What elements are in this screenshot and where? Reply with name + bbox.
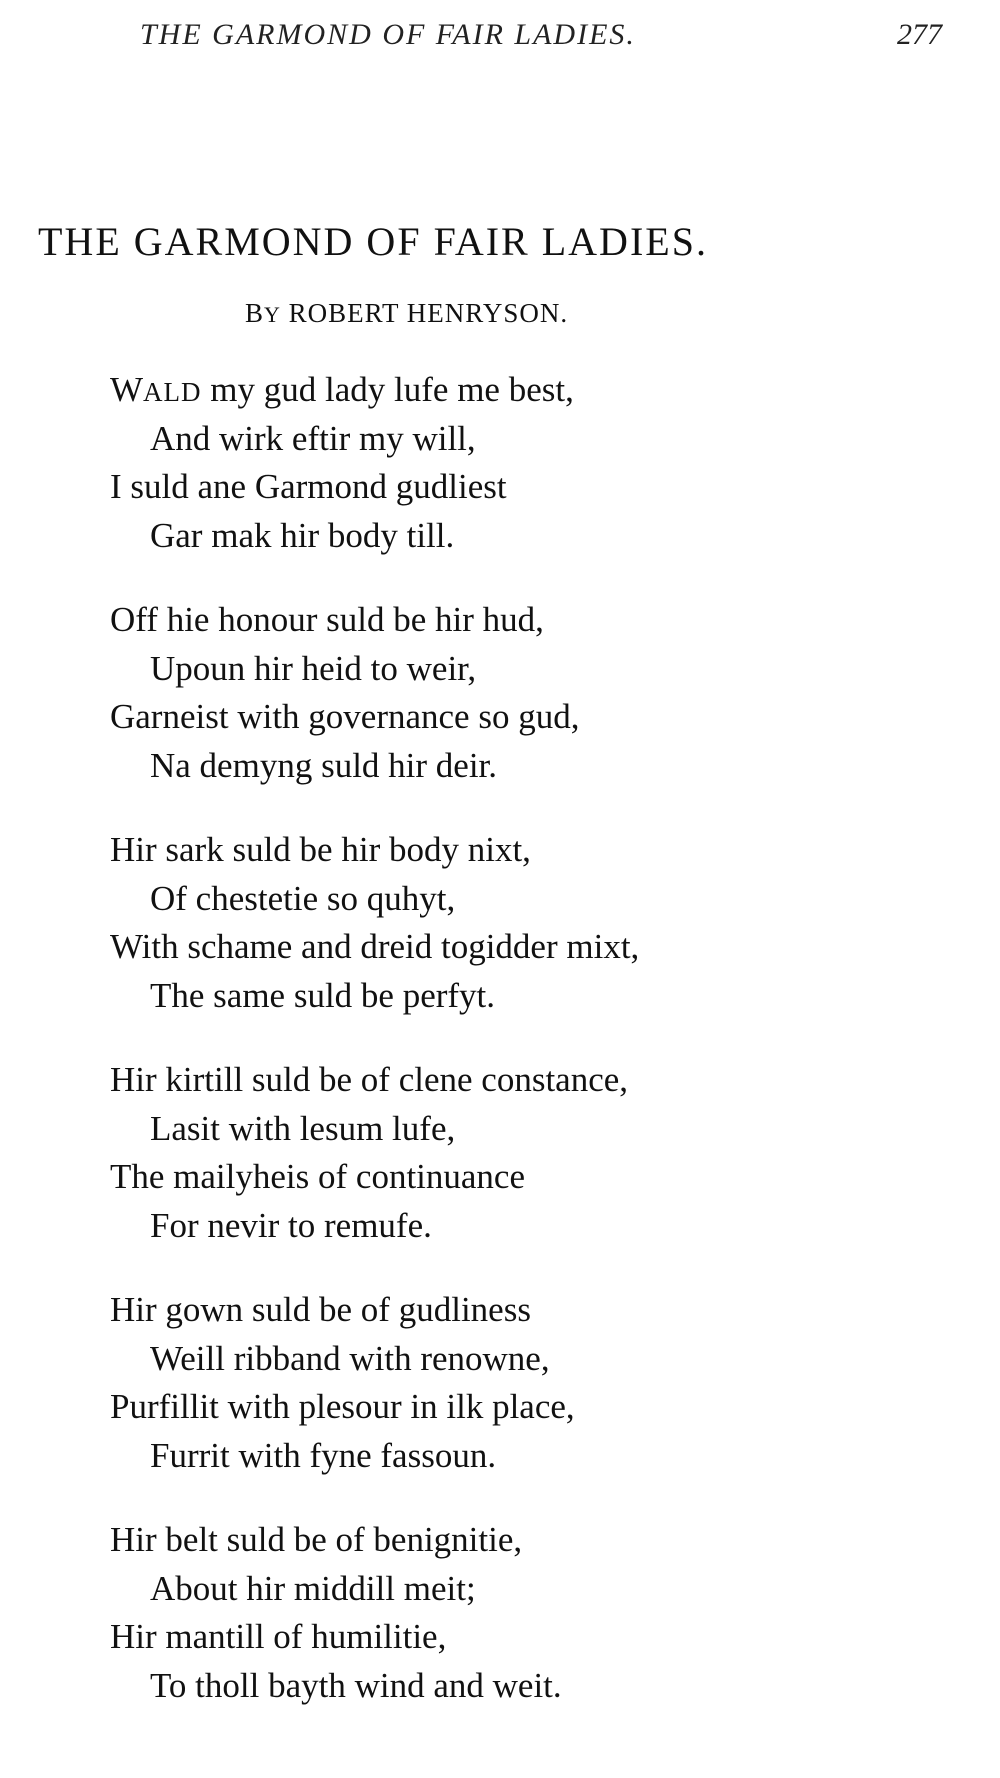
stanza-1-line-1 (110, 366, 970, 415)
stanza-5 (110, 1286, 970, 1480)
stanza-4-line-3: The mailyheis of continuance (110, 1157, 525, 1196)
poem-body (110, 366, 970, 1746)
stanza-1-line-4: Gar mak hir body till. (150, 515, 455, 555)
stanza-2-line-2: Upoun hir heid to weir, (150, 648, 477, 688)
stanza-6-line-2: About hir middill meit; (150, 1568, 476, 1608)
stanza-6 (110, 1516, 970, 1710)
first-word-rest: ALD (143, 377, 202, 407)
stanza-3 (110, 826, 970, 1020)
stanza-4 (110, 1056, 970, 1250)
stanza-1-line-3: I suld ane Garmond gudliest (110, 467, 507, 506)
running-head: THE GARMOND OF FAIR LADIES. (140, 18, 636, 51)
page-number: 277 (897, 18, 942, 51)
stanza-4-line-4: For nevir to remufe. (150, 1205, 432, 1245)
stanza-3-line-4: The same suld be perfyt. (150, 975, 496, 1015)
stanza-3-line-3: With schame and dreid togidder mixt, (110, 927, 640, 966)
stanza-6-line-4: To tholl bayth wind and weit. (150, 1665, 562, 1705)
stanza-3-line-1: Hir sark suld be hir body nixt, (110, 830, 531, 869)
stanza-5-line-2: Weill ribband with renowne, (150, 1338, 550, 1378)
stanza-2-line-1: Off hie honour suld be hir hud, (110, 600, 544, 639)
byline-by-rest: Y (264, 302, 281, 327)
byline (245, 298, 568, 329)
stanza-5-line-4: Furrit with fyne fassoun. (150, 1435, 497, 1475)
stanza-4-line-1: Hir kirtill suld be of clene constance, (110, 1060, 629, 1099)
stanza-3-line-2: Of chestetie so quhyt, (150, 878, 456, 918)
stanza-6-line-3: Hir mantill of humilitie, (110, 1617, 447, 1656)
stanza-2-line-4: Na demyng suld hir deir. (150, 745, 498, 785)
stanza-6-line-1: Hir belt suld be of benignitie, (110, 1520, 523, 1559)
stanza-5-line-3: Purfillit with plesour in ilk place, (110, 1387, 575, 1426)
stanza-1 (110, 366, 970, 560)
poem-title: THE GARMOND OF FAIR LADIES. (38, 219, 708, 264)
byline-author: ROBERT HENRYSON. (288, 298, 569, 328)
stanza-4-line-2: Lasit with lesum lufe, (150, 1108, 456, 1148)
stanza-5-line-1: Hir gown suld be of gudliness (110, 1290, 531, 1329)
stanza-2 (110, 596, 970, 790)
byline-by-initial: B (245, 298, 265, 328)
first-line-rest: my gud lady lufe me best, (201, 370, 574, 409)
stanza-1-line-2: And wirk eftir my will, (150, 418, 476, 458)
stanza-2-line-3: Garneist with governance so gud, (110, 697, 580, 736)
first-word-initial: W (110, 370, 144, 409)
